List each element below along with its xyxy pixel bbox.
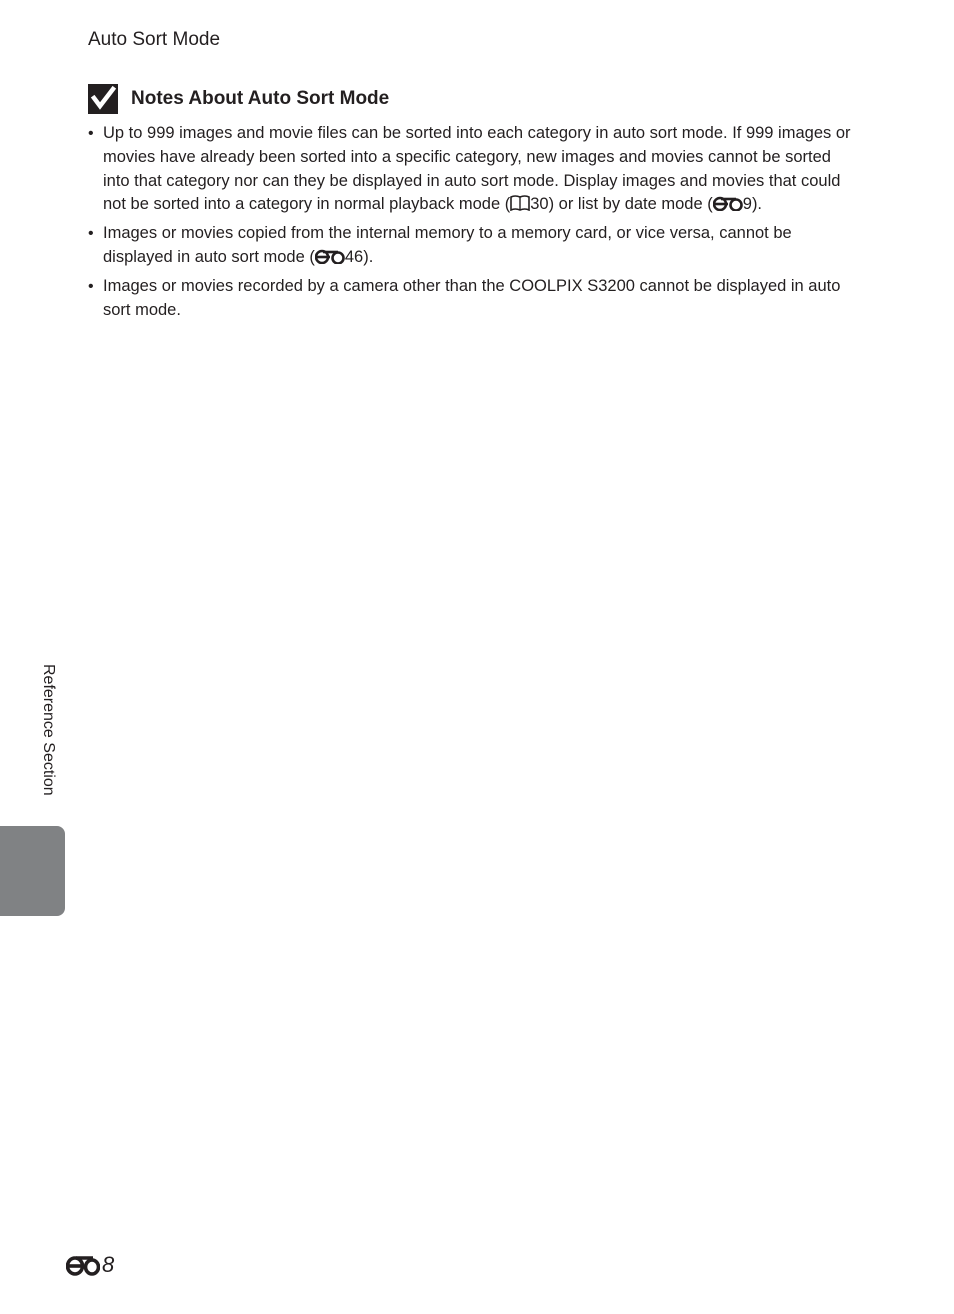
note-title: Notes About Auto Sort Mode: [131, 88, 390, 109]
list-item: [88, 222, 860, 270]
page-number-value: 8: [102, 1252, 115, 1277]
note-text: Up to 999 images and movie files can be sorted into each category in auto sort mode. If 999 images or movies have already been sorted into a specific category, new images and movies cannot be sorted into that category nor can they be displayed in auto sort mode. Display images and movies that could not be sorted into a category in normal playback mode (: [103, 124, 851, 214]
list-item: [88, 122, 860, 217]
bullet: •: [88, 277, 94, 295]
sidebar-section-label: Reference Section: [40, 664, 57, 796]
notes-list: [88, 122, 860, 327]
bullet: •: [88, 225, 94, 243]
check-icon: [88, 84, 118, 114]
note-text: Images or movies copied from the internal memory to a memory card, or vice versa, cannot be displayed in auto sort mode (: [103, 224, 792, 266]
section-title: Auto Sort Mode: [88, 29, 221, 50]
section-tab: [0, 826, 65, 916]
reference-section-icon: [315, 246, 345, 270]
page-number: [66, 1250, 114, 1280]
note-text: ) or list by date mode (: [548, 195, 713, 214]
list-item: [88, 275, 860, 323]
page-reference: 9: [742, 195, 752, 214]
bullet: •: [88, 125, 94, 142]
note-text: ).: [751, 195, 763, 214]
note-text: ).: [363, 247, 374, 266]
reference-section-icon: [713, 193, 743, 217]
book-icon: [510, 193, 530, 217]
page-reference: 46: [344, 247, 364, 266]
note-heading: [88, 84, 389, 114]
page-reference: 30: [530, 195, 549, 214]
reference-section-icon: [66, 1254, 100, 1276]
note-text: Images or movies recorded by a camera other than the COOLPIX S3200 cannot be displayed in auto sort mode.: [103, 276, 841, 319]
